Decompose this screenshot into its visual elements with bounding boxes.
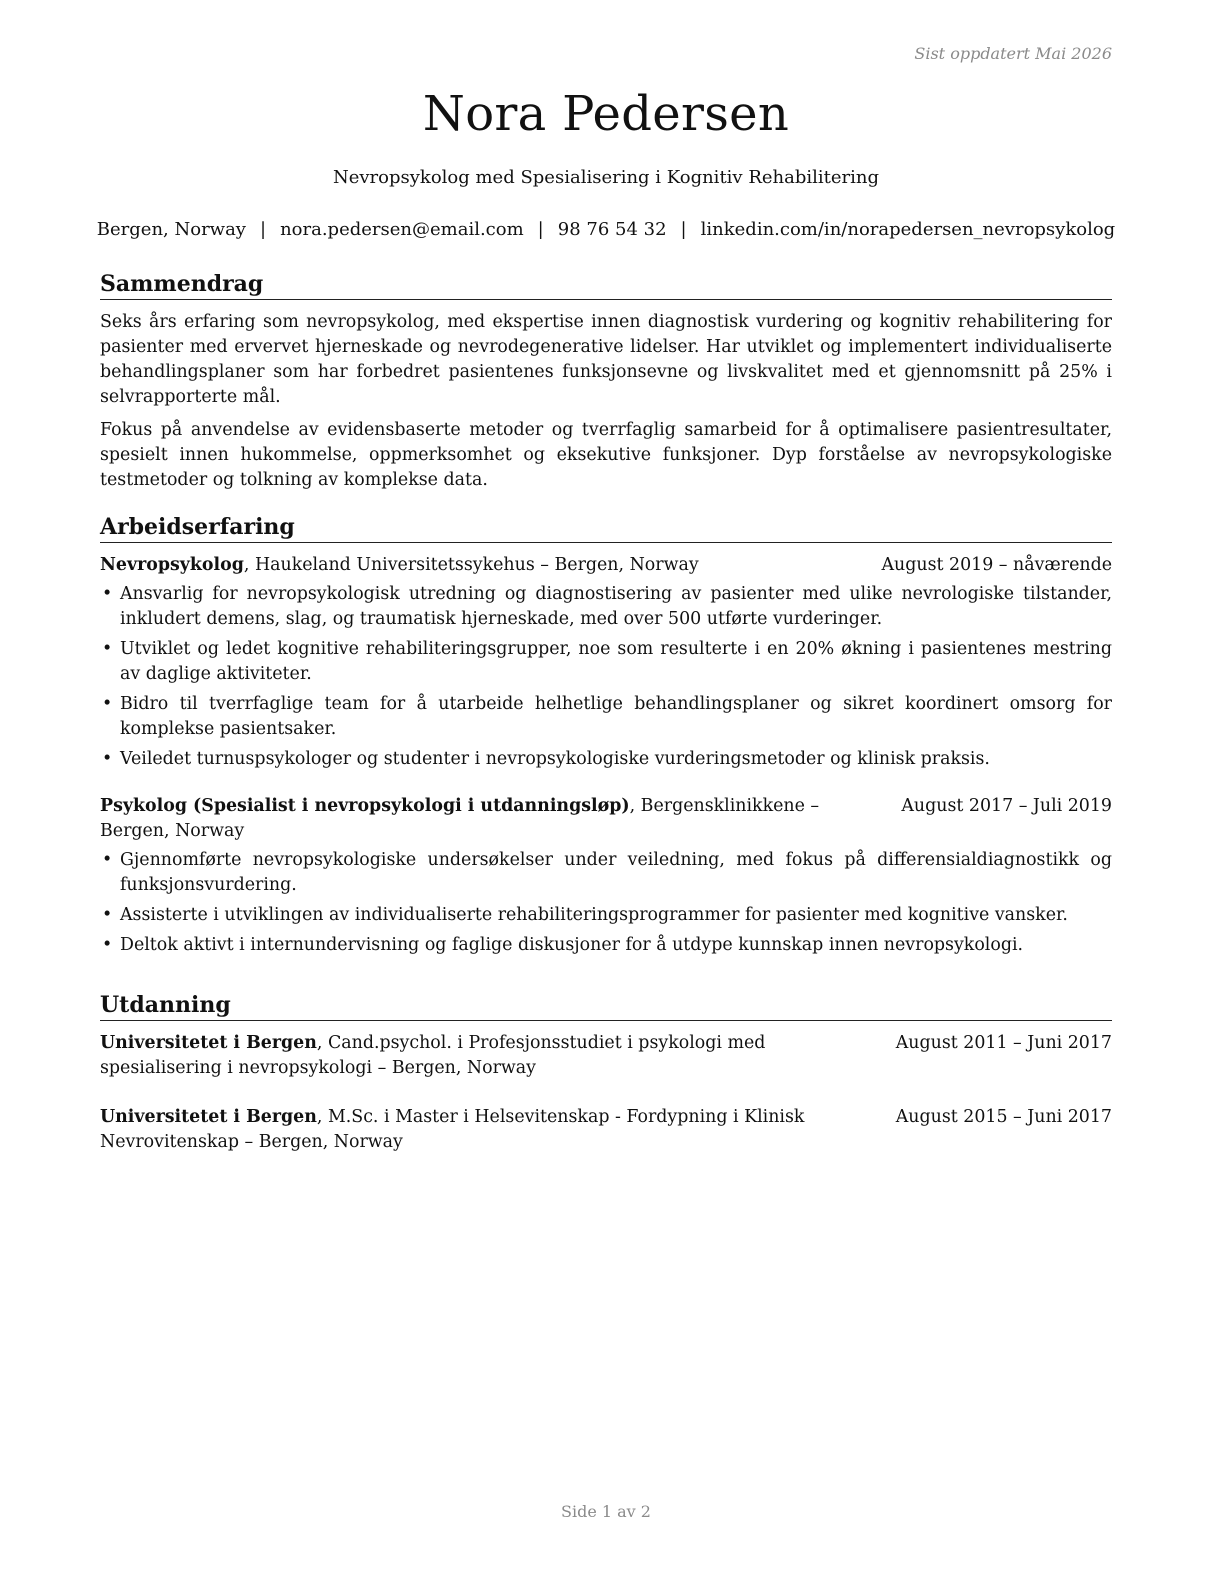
- job-role: Nevropsykolog: [100, 555, 244, 575]
- job-bullet: [100, 848, 1112, 898]
- contact-separator: |: [680, 219, 687, 240]
- job-bullet-list: [100, 582, 1112, 772]
- job-bullet: [100, 582, 1112, 632]
- bullet-icon: •: [102, 905, 113, 925]
- education-degree: , Cand.psychol. i Profesjonsstudiet i psykologi med spesialisering i nevropsykologi – Bergen, Norway: [100, 1033, 766, 1078]
- education-section: [100, 991, 1112, 1155]
- contact-line: [90, 219, 1122, 240]
- job-title-line: [100, 794, 901, 844]
- contact-location: Bergen, Norway: [96, 219, 246, 240]
- job-bullet-list: [100, 848, 1112, 958]
- bullet-icon: •: [102, 749, 113, 769]
- summary-heading: Sammendrag: [100, 270, 1112, 300]
- education-dates: August 2011 – Juni 2017: [895, 1033, 1112, 1053]
- job-dates: August 2019 – nåværende: [881, 555, 1112, 575]
- contact-separator: |: [537, 219, 544, 240]
- education-heading: Utdanning: [100, 991, 1112, 1021]
- candidate-name: Nora Pedersen: [422, 86, 790, 142]
- last-updated-note: Sist oppdatert Mai 2026: [914, 44, 1112, 63]
- education-title-line: [100, 1105, 896, 1155]
- job-role: Psykolog (Spesialist i nevropsykologi i utdanningsløp): [100, 796, 630, 816]
- job-bullet-text: Assisterte i utviklingen av individualiserte rehabiliteringsprogrammer for pasienter med kognitive vansker.: [120, 905, 1068, 925]
- education-entry: [100, 1031, 1112, 1081]
- bullet-icon: •: [102, 850, 113, 870]
- education-school: Universitetet i Bergen: [100, 1033, 317, 1053]
- resume-page: [96, 0, 1116, 1584]
- contact-linkedin-link[interactable]: linkedin.com/in/norapedersen_nevropsykolog: [700, 219, 1116, 240]
- candidate-subtitle: Nevropsykolog med Spesialisering i Kognitiv Rehabilitering: [332, 167, 880, 188]
- bullet-icon: •: [102, 935, 113, 955]
- contact-phone: 98 76 54 32: [557, 219, 667, 240]
- summary-section: [100, 270, 1112, 501]
- education-entry: [100, 1105, 1112, 1155]
- bullet-icon: •: [102, 694, 113, 714]
- education-title-line: [100, 1031, 896, 1081]
- job-bullet-text: Gjennomførte nevropsykologiske undersøkelser under veiledning, med fokus på differensialdiagnostikk og funksjonsvurdering.: [120, 850, 1112, 895]
- contact-email-link[interactable]: nora.pedersen@email.com: [280, 219, 524, 240]
- experience-heading: Arbeidserfaring: [100, 513, 1112, 543]
- job-bullet-text: Bidro til tverrfaglige team for å utarbeide helhetlige behandlingsplaner og sikret koordinert omsorg for komplekse pasientsaker.: [120, 694, 1112, 739]
- job-bullet: [100, 637, 1112, 687]
- job-entry: [100, 553, 1112, 772]
- job-bullet: [100, 692, 1112, 742]
- job-entry: [100, 794, 1112, 958]
- experience-section: [100, 513, 1112, 963]
- bullet-icon: •: [102, 584, 113, 604]
- job-dates: August 2017 – Juli 2019: [901, 796, 1112, 816]
- job-bullet-text: Deltok aktivt i internundervisning og faglige diskusjoner for å utdype kunnskap innen nevropsykologi.: [120, 935, 1024, 955]
- job-header: [100, 794, 1112, 844]
- summary-paragraph: Seks års erfaring som nevropsykolog, med ekspertise innen diagnostisk vurdering og kognitiv rehabilitering for pasienter med ervervet hjerneskade og nevrodegenerative lidelser. Har utviklet og implementert individualiserte behandlingsplaner som har forbedret pasientenes funksjonsevne og livskvalitet med et gjennomsnitt på 25% i selvrapporterte mål.: [100, 312, 1112, 407]
- job-title-line: [100, 553, 881, 578]
- job-bullet: [100, 933, 1112, 958]
- job-employer: , Haukeland Universitetssykehus – Bergen, Norway: [243, 555, 699, 575]
- job-bullet: [100, 903, 1112, 928]
- job-bullet-text: Ansvarlig for nevropsykologisk utredning og diagnostisering av pasienter med ulike nevrologiske tilstander, inkludert demens, slag, og traumatisk hjerneskade, med over 500 utførte vurderinger.: [120, 584, 1112, 629]
- job-bullet-text: Veiledet turnuspsykologer og studenter i nevropsykologiske vurderingsmetoder og klinisk praksis.: [120, 749, 990, 769]
- bullet-icon: •: [102, 639, 113, 659]
- contact-separator: |: [259, 219, 267, 240]
- job-bullet-text: Utviklet og ledet kognitive rehabiliteringsgrupper, noe som resulterte i en 20% økning i pasientenes mestring av daglige aktiviteter.: [120, 639, 1112, 684]
- job-bullet: [100, 747, 1112, 772]
- job-header: [100, 553, 1112, 578]
- summary-paragraph: Fokus på anvendelse av evidensbaserte metoder og tverrfaglig samarbeid for å optimalisere pasientresultater, spesielt innen hukommelse, oppmerksomhet og eksekutive funksjoner. Dyp forståelse av nevropsykologiske testmetoder og tolkning av komplekse data.: [100, 420, 1112, 490]
- education-school: Universitetet i Bergen: [100, 1107, 317, 1127]
- education-dates: August 2015 – Juni 2017: [895, 1107, 1112, 1127]
- page-number-footer: Side 1 av 2: [561, 1502, 651, 1521]
- job-employer: , Bergensklinikkene – Bergen, Norway: [100, 796, 820, 841]
- education-degree: , M.Sc. i Master i Helsevitenskap - Fordypning i Klinisk Nevrovitenskap – Bergen, Norway: [100, 1107, 805, 1152]
